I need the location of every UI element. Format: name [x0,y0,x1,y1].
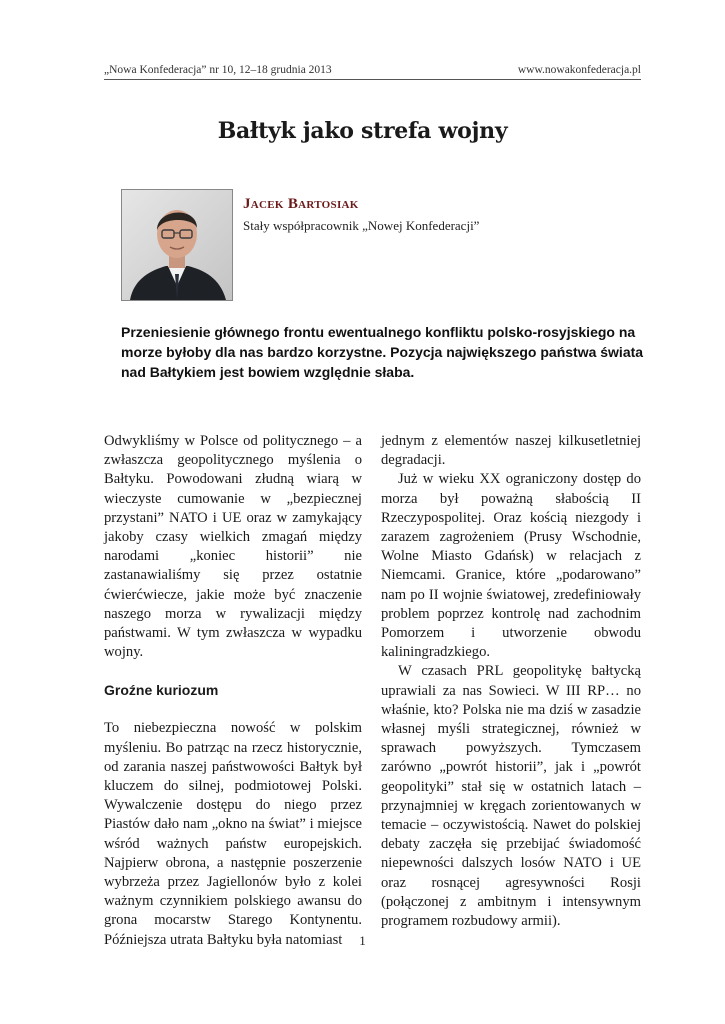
article-lead: Przeniesienie głównego frontu ewentualnego konfliktu polsko-rosyjskiego na morze byłoby dla nas bardzo korzystne. Pozycja największego państwa świata nad Bałtykiem jest bowiem względnie słaba. [121,324,644,380]
paragraph: W czasach PRL geopolitykę bałtycką uprawiali za nas Sowieci. W III RP… no właśnie, kto? Polska nie ma dziś w zasadzie własnej myśli strategicznej, również w sprawach powyższych. Tymczasem zarówno „powrót historii”, jak i „powrót geopolityki” stał się w ostatnich latach – przynajmniej w kręgach zorientowanych w temacie – oczywistością. Nawet do polskiej debaty zaczęła się przebijać świadomość niepewności dalszych losów NATO i UE oraz rosnącej agresywności Rosji (połączonej z ambitnym i intensywnym programem rozbudowy armii). [381,663,641,930]
right-column [381,432,641,931]
page-number: 1 [359,933,366,948]
author-role: Stały współpracownik „Nowej Konfederacji” [243,218,480,233]
paragraph: To niebezpieczna nowość w polskim myśleniu. Bo patrząc na rzecz historycznie, od zarania naszej państwowości Bałtyk był kluczem do silnej, podmiotowej Polski. Wywalczenie dostępu do niego przez Piastów dało nam „okno na świat” i miejsce wśród ważnych państw europejskich. Najpierw obrona, a następnie poszerzenie wybrzeża przez Jagiellonów było z kolei ważnym czynnikiem polskiego awansu do grona mocarstw Starego Kontynentu. Późniejsza utrata Bałtyku była natomiast [104,720,362,948]
running-header [104,64,641,80]
author-photo [121,189,233,301]
left-column [104,432,362,950]
author-portrait-image [122,190,232,300]
paragraph: jednym z elementów naszej kilkusetletniej degradacji. [381,433,641,469]
section-heading: Groźne kuriozum [104,682,219,699]
article-title: Bałtyk jako strefa wojny [217,118,508,144]
paragraph: Już w wieku XX ograniczony dostęp do morza był poważną słabością II Rzeczypospolitej. Oraz kością niezgody i zarazem zagrożeniem (Prusy Wschodnie, Wolne Miasto Gdańsk) w relacjach z Niemcami. Granice, które „podarowano” nam po II wojnie światowej, zredefiniowały problem poprzez kontrolę nad zachodnim Pomorzem i utworzenie obwodu kaliningradzkiego. [381,471,641,661]
header-publication: „Nowa Konfederacja” nr 10, 12–18 grudnia 2013 [104,64,332,76]
header-url[interactable]: www.nowakonfederacja.pl [517,64,641,76]
author-name: Jacek Bartosiak [243,196,359,212]
paragraph: Odwykliśmy w Polsce od politycznego – a zwłaszcza geopolitycznego myślenia o Bałtyku. Powodowani złudną wiarą w wieczyste cumowanie w „bezpiecznej przystani” NATO i UE oraz w zamykający jakoby czasy wielkich zmagań między narodami „koniec historii” nie zastanawialiśmy się przez ostatnie ćwierćwiecze, jakie może być znaczenie naszego morza w rywalizacji między państwami. W tym zwłaszcza w wypadku wojny. [104,433,362,661]
